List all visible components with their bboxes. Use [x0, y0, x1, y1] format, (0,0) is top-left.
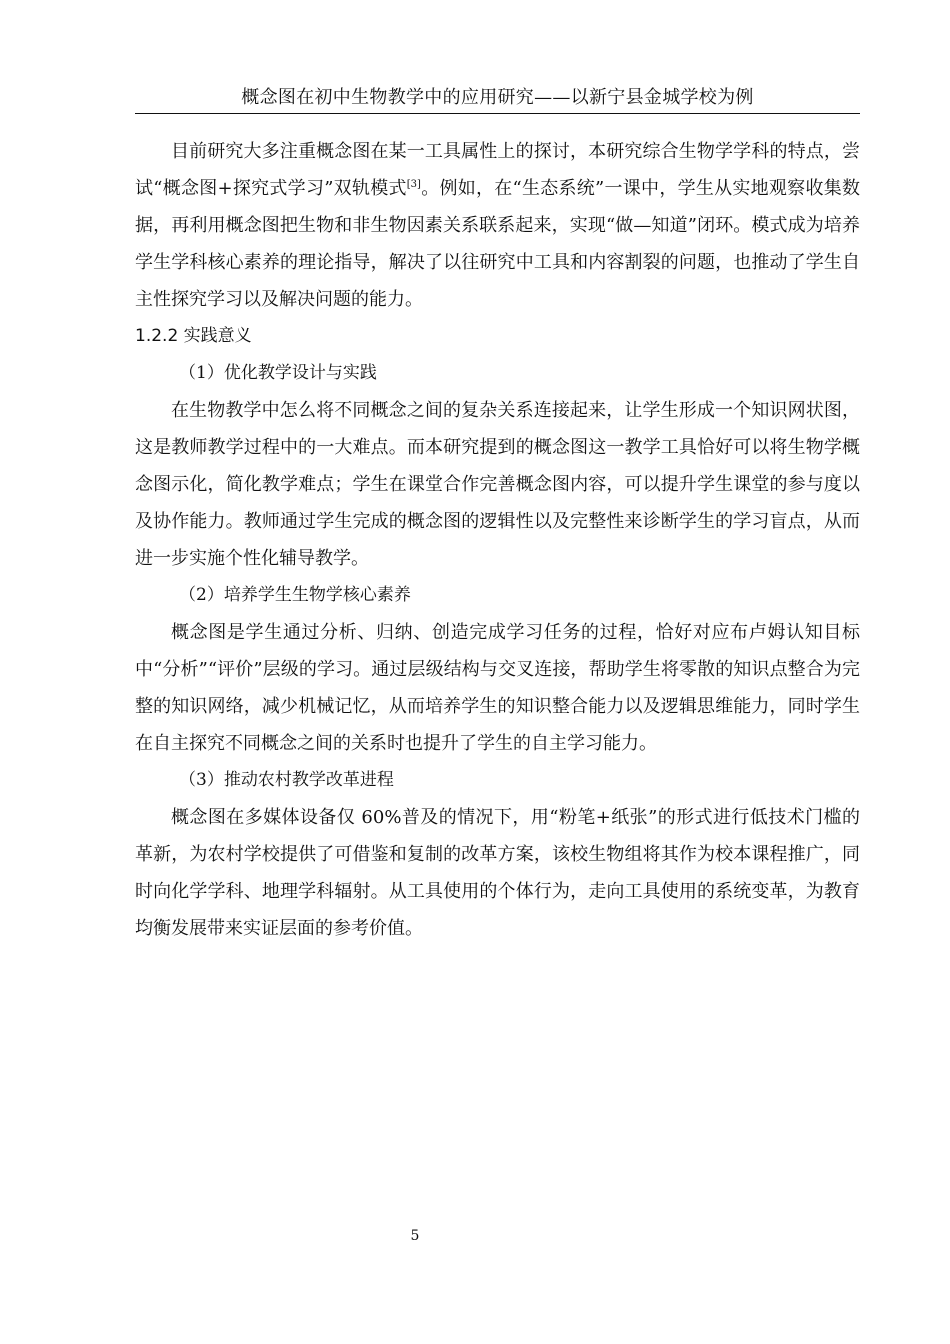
paragraph-teaching-design: 在生物教学中怎么将不同概念之间的复杂关系连接起来，让学生形成一个知识网状图，这是教师教学过程中的一大难点。而本研究提到的概念图这一教学工具恰好可以将生物学概念图示化，简化教学难点；学生在课堂合作完善概念图内容，可以提升学生课堂的参与度以及协作能力。教师通过学生完成的概念图的逻辑性以及完整性来诊断学生的学习盲点，从而进一步实施个性化辅导教学。 — [135, 400, 860, 569]
subheading-core-literacy: （2）培养学生生物学核心素养 — [179, 585, 411, 605]
subheading-rural-reform: （3）推动农村教学改革进程 — [179, 770, 394, 790]
header-rule — [135, 113, 860, 114]
paragraph-theoretical-significance — [135, 133, 860, 318]
paragraph-text: 目前研究大多注重概念图在某一工具属性上的探讨，本研究综合生物学学科的特点，尝试“概念图+探究式学习”双轨模式 — [135, 141, 860, 199]
section-heading: 1.2.2 实践意义 — [135, 326, 252, 346]
subheading-teaching-design: （1）优化教学设计与实践 — [179, 363, 377, 383]
citation-reference: [3] — [406, 179, 421, 190]
paragraph-text: 。例如，在“生态系统”一课中，学生从实地观察收集数据，再利用概念图把生物和非生物因素关系联系起来，实现“做—知道”闭环。模式成为培养学生学科核心素养的理论指导，解决了以往研究中工具和内容割裂的问题，也推动了学生自主性探究学习以及解决问题的能力。 — [135, 178, 860, 310]
paragraph-rural-reform: 概念图在多媒体设备仅 60%普及的情况下，用“粉笔+纸张”的形式进行低技术门槛的革新，为农村学校提供了可借鉴和复制的改革方案，该校生物组将其作为校本课程推广，同时向化学学科、地理学科辐射。从工具使用的个体行为，走向工具使用的系统变革，为教育均衡发展带来实证层面的参考价值。 — [135, 807, 860, 939]
page-number: 5 — [410, 1228, 420, 1244]
paragraph-core-literacy: 概念图是学生通过分析、归纳、创造完成学习任务的过程，恰好对应布卢姆认知目标中“分析”“评价”层级的学习。通过层级结构与交叉连接，帮助学生将零散的知识点整合为完整的知识网络，减少机械记忆，从而培养学生的知识整合能力以及逻辑思维能力，同时学生在自主探究不同概念之间的关系时也提升了学生的自主学习能力。 — [135, 622, 860, 754]
running-header: 概念图在初中生物教学中的应用研究——以新宁县金城学校为例 — [241, 87, 754, 108]
page-body — [135, 133, 860, 947]
